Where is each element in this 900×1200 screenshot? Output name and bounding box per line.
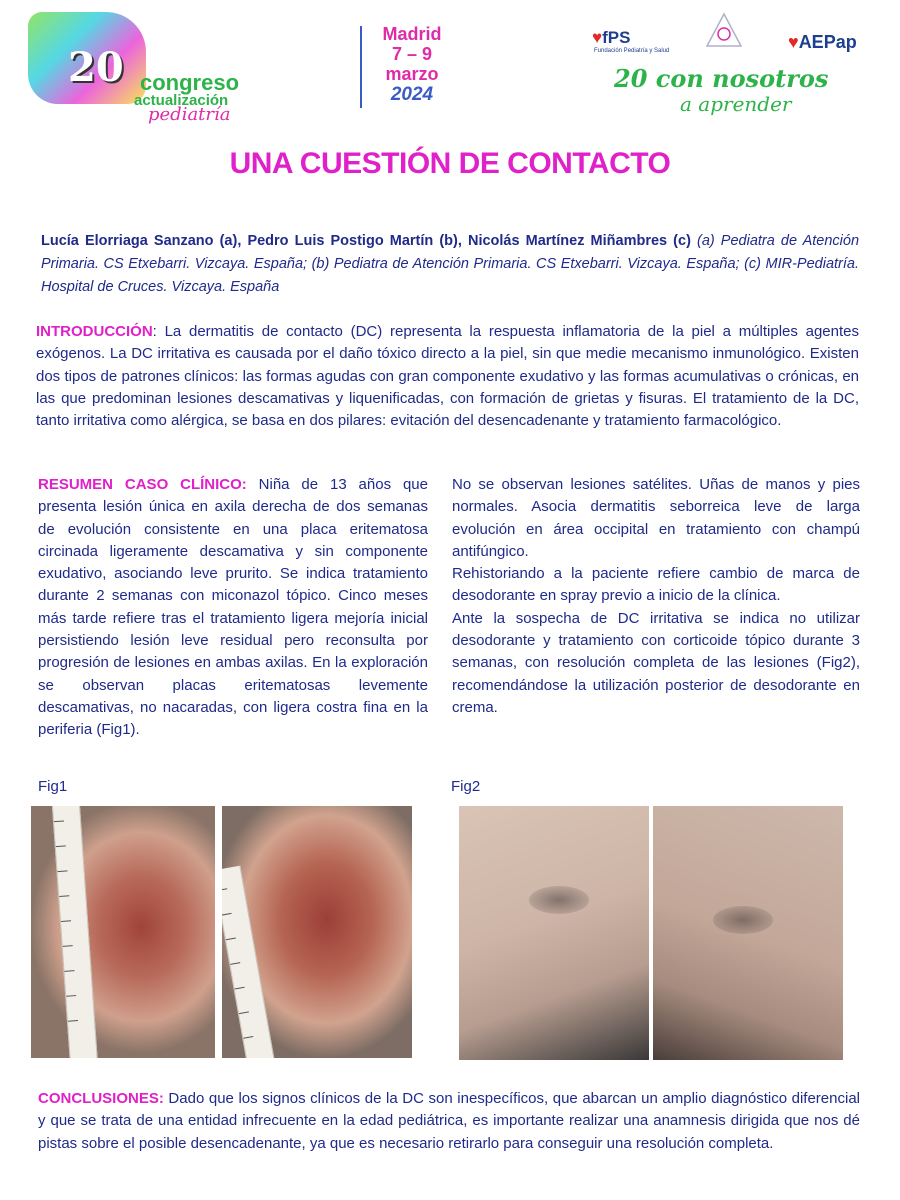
measuring-tape bbox=[52, 806, 99, 1058]
author-names: Lucía Elorriaga Sanzano (a), Pedro Luis Postigo Martín (b), Nicolás Martínez Miñambres (c) bbox=[41, 233, 691, 249]
event-date bbox=[372, 24, 452, 106]
fig1-photo-left bbox=[31, 806, 215, 1058]
aepap-logo-icon: ♥ bbox=[788, 32, 799, 52]
event-year: 2024 bbox=[390, 84, 434, 105]
congress-logo bbox=[28, 12, 258, 125]
axilla-hair bbox=[713, 906, 773, 934]
authors-block bbox=[41, 230, 859, 299]
ap-logo-icon bbox=[705, 12, 743, 50]
event-city: Madrid bbox=[382, 24, 442, 44]
case-section-left bbox=[38, 474, 428, 742]
author-affiliations: (a) Pediatra de Atención Primaria. CS Etxebarri. Vizcaya. España; (b) Pediatra de Atención Primaria. CS Etxebarri. Vizcaya. España; (c) MIR-Pediatría. Hospital de Cruces. Vizcaya. España bbox=[41, 233, 860, 295]
slogan-line1: 20 con nosotros bbox=[614, 64, 829, 93]
introduction-section bbox=[36, 321, 859, 432]
fig1-label: Fig1 bbox=[38, 778, 68, 795]
introduction-label: INTRODUCCIÓN bbox=[36, 323, 153, 340]
case-paragraph-1: No se observan lesiones satélites. Uñas de manos y pies normales. Asocia dermatitis seborreica leve de larga evolución en área occipital en tratamiento con champú antifúngico. bbox=[452, 476, 860, 560]
axilla-hair bbox=[529, 886, 589, 914]
case-label: RESUMEN CASO CLÍNICO: bbox=[38, 476, 247, 493]
fig2-photo-right bbox=[653, 806, 843, 1060]
fps-logo-text: fPS bbox=[602, 28, 631, 47]
case-paragraph-3: Ante la sospecha de DC irritativa se indica no utilizar desodorante y tratamiento con corticoide tópico durante 3 semanas, con resolución completa de las lesiones (Fig2), recomendándose la utilización posterior de desodorante en crema. bbox=[452, 609, 860, 716]
fig2-label: Fig2 bbox=[451, 778, 481, 795]
header-divider bbox=[360, 26, 362, 108]
case-section-right bbox=[452, 474, 860, 719]
case-paragraph-2: Rehistoriando a la paciente refiere cambio de marca de desodorante en spray previo a inicio de la clínica. bbox=[452, 565, 860, 605]
aepap-logo bbox=[788, 32, 857, 53]
aepap-logo-text: AEPap bbox=[798, 32, 857, 52]
conclusions-section bbox=[38, 1088, 860, 1155]
congress-logo-number: 20 bbox=[68, 44, 124, 91]
poster-title: UNA CUESTIÓN DE CONTACTO bbox=[229, 147, 671, 180]
introduction-text: : La dermatitis de contacto (DC) representa la respuesta inflamatoria de la piel a múltiples agentes exógenos. La DC irritativa es causada por el daño tóxico directo a la piel, sin que medie mecanismo inmunológico. Existen dos tipos de patrones clínicos: las formas agudas con gran componente exudativo y las formas acumulativas o crónicas, en las que predominan lesiones descamativas y liquenificadas, con formación de grietas y fisuras. El tratamiento de la DC, tanto irritativa como alérgica, se basa en dos pilares: evitación del desencadenante y tratamiento farmacológico. bbox=[36, 323, 859, 430]
event-month: marzo bbox=[385, 64, 439, 84]
fig2-photo-left bbox=[459, 806, 649, 1060]
fps-logo-icon: ♥ bbox=[592, 28, 603, 47]
fps-logo-subtitle: Fundación Pediatría y Salud bbox=[594, 48, 670, 54]
conclusions-text: Dado que los signos clínicos de la DC son inespecíficos, que abarcan un amplio diagnóstico diferencial y que se trata de una entidad infrecuente en la edad pediátrica, es importante realizar una anamnesis dirigida que nos dé pistas sobre el posible desencadenante, ya que es necesario retirarlo para conseguir una resolución completa. bbox=[38, 1090, 860, 1152]
slogan-line2: a aprender bbox=[680, 92, 792, 116]
fps-logo bbox=[592, 28, 630, 48]
measuring-tape bbox=[222, 866, 287, 1058]
case-text-left: Niña de 13 años que presenta lesión única en axila derecha de dos semanas de evolución consistente en una placa eritematosa circinada ligeramente descamativa y sin componente exudativo, asociando leve prurito. Se indica tratamiento durante 2 semanas con miconazol tópico. Cinco meses más tarde refiere tras el tratamiento ligera mejoría inicial persistiendo lesión leve residual pero reconsulta por progresión de lesiones en ambas axilas. En la exploración se observan placas eritematosas levemente descamativas, no nacaradas, con ligera costra fina en la periferia (Fig1). bbox=[38, 476, 428, 739]
conclusions-label: CONCLUSIONES: bbox=[38, 1090, 164, 1107]
congress-logo-line2: actualización bbox=[134, 92, 229, 109]
event-days: 7 – 9 bbox=[391, 44, 433, 64]
congress-logo-line1: congreso bbox=[140, 70, 240, 95]
congress-logo-line3: pediatría bbox=[148, 104, 231, 125]
fig1-photo-right bbox=[222, 806, 412, 1058]
